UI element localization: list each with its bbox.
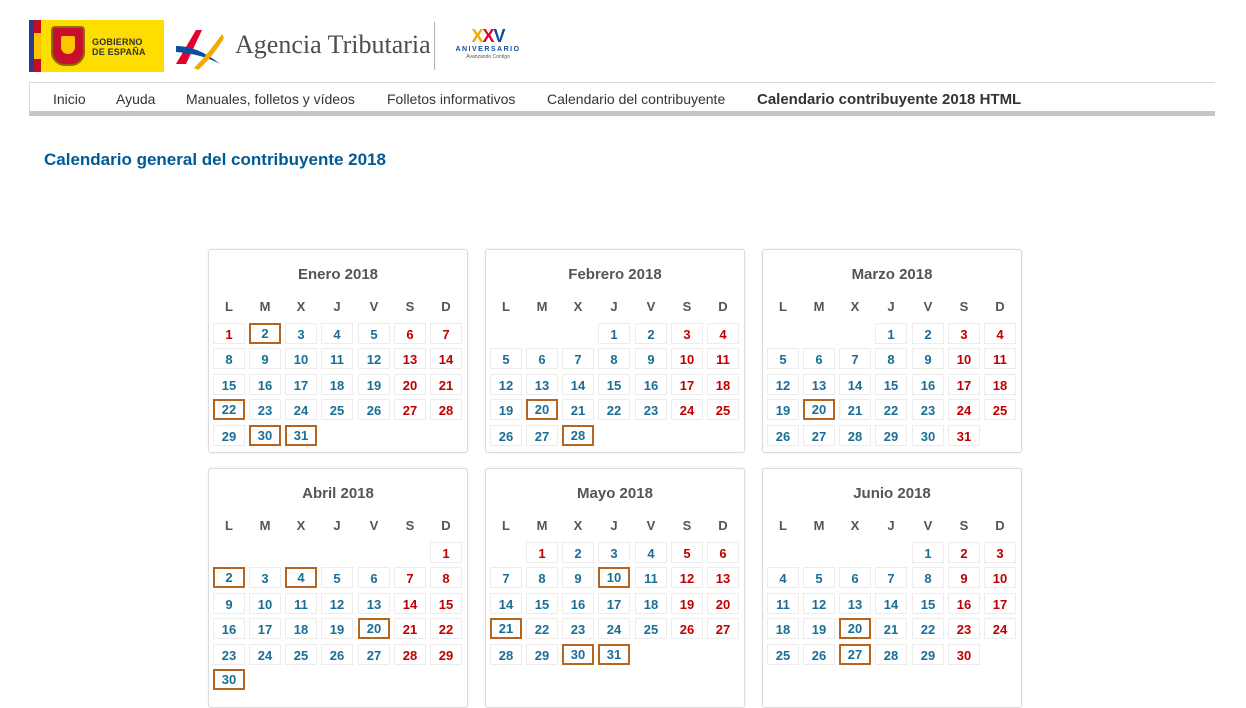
weekday-header: M bbox=[259, 518, 271, 533]
calendar-day[interactable]: 17 bbox=[671, 374, 703, 395]
weekday-header: D bbox=[441, 518, 451, 533]
calendar-day[interactable]: 3 bbox=[948, 323, 980, 344]
gov-line2: DE ESPAÑA bbox=[92, 47, 146, 57]
calendar-day[interactable]: 30 bbox=[912, 425, 944, 446]
calendar-day[interactable]: 26 bbox=[358, 399, 390, 420]
calendar-day[interactable]: 3 bbox=[671, 323, 703, 344]
calendar-day[interactable]: 5 bbox=[671, 542, 703, 563]
month-title: Enero 2018 bbox=[297, 266, 379, 283]
calendar-day[interactable]: 26 bbox=[767, 425, 799, 446]
weekday-header: L bbox=[225, 299, 233, 314]
calendar-day[interactable]: 15 bbox=[875, 374, 907, 395]
weekday-header: S bbox=[959, 518, 969, 533]
calendar-day[interactable]: 12 bbox=[671, 567, 703, 588]
aniversario-label: ANIVERSARIO bbox=[455, 46, 521, 53]
calendar-day[interactable]: 12 bbox=[358, 348, 390, 369]
weekday-header: J bbox=[887, 518, 895, 533]
gobierno-de-espana-logo[interactable] bbox=[29, 20, 164, 72]
calendar-day[interactable]: 12 bbox=[490, 374, 522, 395]
calendar-day[interactable]: 1 bbox=[598, 323, 630, 344]
weekday-header: V bbox=[923, 299, 933, 314]
weekday-header: L bbox=[502, 299, 510, 314]
calendar-day[interactable]: 14 bbox=[394, 593, 426, 614]
calendar-day[interactable]: 31 bbox=[948, 425, 980, 446]
breadcrumb bbox=[29, 82, 1215, 116]
header-divider bbox=[434, 22, 435, 70]
month-title: Junio 2018 bbox=[853, 485, 931, 502]
breadcrumb-ayuda[interactable]: Ayuda bbox=[116, 91, 156, 107]
weekday-header: D bbox=[995, 518, 1005, 533]
calendar-day[interactable]: 21 bbox=[875, 618, 907, 639]
calendar-day[interactable]: 19 bbox=[671, 593, 703, 614]
calendar-day[interactable]: 6 bbox=[358, 567, 390, 588]
calendar-day[interactable]: 26 bbox=[490, 425, 522, 446]
calendar-day[interactable]: 1 bbox=[430, 542, 462, 563]
calendar-day[interactable]: 3 bbox=[249, 567, 281, 588]
calendar-day[interactable]: 19 bbox=[358, 374, 390, 395]
weekday-header: V bbox=[369, 299, 379, 314]
gov-logo-text bbox=[92, 37, 146, 57]
weekday-header: X bbox=[850, 299, 860, 314]
weekday-header: D bbox=[995, 299, 1005, 314]
weekday-header: L bbox=[779, 518, 787, 533]
calendar-day[interactable]: 9 bbox=[948, 567, 980, 588]
weekday-header: D bbox=[718, 299, 728, 314]
breadcrumb-folletos[interactable]: Folletos informativos bbox=[387, 91, 516, 107]
calendar-day[interactable]: 8 bbox=[912, 567, 944, 588]
xxv-aniversario-logo[interactable] bbox=[447, 26, 529, 68]
calendar-day-deadline[interactable]: 31 bbox=[598, 644, 630, 665]
calendar-day[interactable]: 25 bbox=[707, 399, 739, 420]
month-calendar bbox=[208, 249, 468, 453]
calendar-day-deadline[interactable]: 31 bbox=[285, 425, 317, 446]
calendar-day[interactable]: 18 bbox=[285, 618, 317, 639]
xxv-mark-x1: X bbox=[471, 26, 483, 46]
calendar-day[interactable]: 7 bbox=[394, 567, 426, 588]
calendar-day[interactable]: 22 bbox=[598, 399, 630, 420]
calendar-day[interactable]: 13 bbox=[358, 593, 390, 614]
calendar-day[interactable]: 27 bbox=[526, 425, 558, 446]
calendar-day[interactable]: 17 bbox=[948, 374, 980, 395]
weekday-header: M bbox=[813, 299, 825, 314]
gov-line1: GOBIERNO bbox=[92, 37, 143, 47]
calendar-day[interactable]: 17 bbox=[285, 374, 317, 395]
calendar-day[interactable]: 16 bbox=[249, 374, 281, 395]
agencia-tributaria-logo-icon[interactable] bbox=[172, 24, 224, 70]
calendar-day[interactable]: 24 bbox=[984, 618, 1016, 639]
calendar-day[interactable]: 12 bbox=[321, 593, 353, 614]
calendar-day-deadline[interactable]: 2 bbox=[249, 323, 281, 344]
calendar-day[interactable]: 13 bbox=[803, 374, 835, 395]
calendar-day[interactable]: 27 bbox=[707, 618, 739, 639]
calendar-day[interactable]: 25 bbox=[984, 399, 1016, 420]
calendar-day[interactable]: 2 bbox=[635, 323, 667, 344]
calendar-day-deadline[interactable]: 30 bbox=[562, 644, 594, 665]
calendar-day[interactable]: 23 bbox=[213, 644, 245, 665]
calendar-day[interactable]: 15 bbox=[598, 374, 630, 395]
calendar-day[interactable]: 6 bbox=[394, 323, 426, 344]
calendar-day[interactable]: 26 bbox=[321, 644, 353, 665]
calendar-day[interactable]: 16 bbox=[635, 374, 667, 395]
xxv-mark-icon bbox=[447, 26, 529, 46]
calendar-day[interactable]: 14 bbox=[875, 593, 907, 614]
calendar-day[interactable]: 28 bbox=[875, 644, 907, 665]
calendar-day[interactable]: 1 bbox=[875, 323, 907, 344]
weekday-header: V bbox=[369, 518, 379, 533]
calendar-day[interactable]: 24 bbox=[285, 399, 317, 420]
calendar-day[interactable]: 29 bbox=[213, 425, 245, 446]
calendar-day[interactable]: 4 bbox=[984, 323, 1016, 344]
calendar-day[interactable]: 6 bbox=[803, 348, 835, 369]
calendar-day[interactable]: 9 bbox=[635, 348, 667, 369]
weekday-header: L bbox=[502, 518, 510, 533]
calendar-day[interactable]: 17 bbox=[249, 618, 281, 639]
calendar-day[interactable]: 15 bbox=[912, 593, 944, 614]
weekday-header: S bbox=[682, 518, 692, 533]
calendar-day[interactable]: 5 bbox=[358, 323, 390, 344]
calendar-day[interactable]: 15 bbox=[430, 593, 462, 614]
agency-name[interactable]: Agencia Tributaria bbox=[235, 30, 431, 59]
calendar-day[interactable]: 7 bbox=[490, 567, 522, 588]
weekday-header: S bbox=[405, 518, 415, 533]
calendar-day[interactable]: 1 bbox=[526, 542, 558, 563]
calendar-day[interactable]: 26 bbox=[671, 618, 703, 639]
calendar-day[interactable]: 3 bbox=[598, 542, 630, 563]
weekday-header: J bbox=[610, 518, 618, 533]
calendar-day-deadline[interactable]: 30 bbox=[213, 669, 245, 690]
weekday-header: S bbox=[682, 299, 692, 314]
month-calendar bbox=[485, 468, 745, 708]
breadcrumb-calendario[interactable]: Calendario del contribuyente bbox=[547, 91, 726, 107]
calendar-day[interactable]: 16 bbox=[562, 593, 594, 614]
calendar-day-deadline[interactable]: 20 bbox=[526, 399, 558, 420]
calendar-day[interactable]: 24 bbox=[671, 399, 703, 420]
calendar-day[interactable]: 18 bbox=[635, 593, 667, 614]
calendar-day[interactable]: 27 bbox=[358, 644, 390, 665]
month-calendar bbox=[208, 468, 468, 708]
month-calendar bbox=[762, 249, 1022, 453]
calendar-day[interactable]: 10 bbox=[671, 348, 703, 369]
calendar-day[interactable]: 9 bbox=[249, 348, 281, 369]
calendar-day-deadline[interactable]: 21 bbox=[490, 618, 522, 639]
weekday-header: M bbox=[259, 299, 271, 314]
calendar-day[interactable]: 22 bbox=[912, 618, 944, 639]
calendar-day[interactable]: 11 bbox=[285, 593, 317, 614]
calendar-day-deadline[interactable]: 28 bbox=[562, 425, 594, 446]
calendar-day[interactable]: 16 bbox=[912, 374, 944, 395]
weekday-header: S bbox=[959, 299, 969, 314]
weekday-header: D bbox=[441, 299, 451, 314]
calendar-day[interactable]: 5 bbox=[321, 567, 353, 588]
month-title: Marzo 2018 bbox=[851, 266, 933, 283]
calendar-day[interactable]: 12 bbox=[767, 374, 799, 395]
calendar-day[interactable]: 14 bbox=[490, 593, 522, 614]
weekday-header: M bbox=[536, 299, 548, 314]
calendar-day[interactable]: 4 bbox=[635, 542, 667, 563]
calendar-day[interactable]: 10 bbox=[249, 593, 281, 614]
calendar-day[interactable]: 18 bbox=[321, 374, 353, 395]
calendar-day[interactable]: 5 bbox=[803, 567, 835, 588]
calendar-day[interactable]: 20 bbox=[394, 374, 426, 395]
page-title: Calendario general del contribuyente 2018 bbox=[44, 150, 387, 169]
month-title: Febrero 2018 bbox=[568, 266, 662, 283]
calendar-day[interactable]: 14 bbox=[562, 374, 594, 395]
calendar-day[interactable]: 28 bbox=[490, 644, 522, 665]
calendar-day[interactable]: 4 bbox=[767, 567, 799, 588]
calendar-day[interactable]: 15 bbox=[526, 593, 558, 614]
calendar-day[interactable]: 25 bbox=[285, 644, 317, 665]
calendar-day[interactable]: 18 bbox=[707, 374, 739, 395]
calendar-day[interactable]: 10 bbox=[285, 348, 317, 369]
calendar-day[interactable]: 7 bbox=[875, 567, 907, 588]
weekday-header: J bbox=[333, 299, 341, 314]
weekday-header: L bbox=[779, 299, 787, 314]
calendar-day[interactable]: 14 bbox=[839, 374, 871, 395]
calendar-day[interactable]: 16 bbox=[948, 593, 980, 614]
calendar-day[interactable]: 22 bbox=[526, 618, 558, 639]
calendar-day[interactable]: 23 bbox=[948, 618, 980, 639]
calendar-day[interactable]: 30 bbox=[948, 644, 980, 665]
calendar-day[interactable]: 6 bbox=[526, 348, 558, 369]
calendar-day[interactable]: 25 bbox=[767, 644, 799, 665]
calendar-day-deadline[interactable]: 27 bbox=[839, 644, 871, 665]
weekday-header: J bbox=[610, 299, 618, 314]
calendar-day[interactable]: 27 bbox=[394, 399, 426, 420]
calendar-day[interactable]: 8 bbox=[213, 348, 245, 369]
calendar-day[interactable]: 29 bbox=[912, 644, 944, 665]
weekday-header: J bbox=[887, 299, 895, 314]
calendar-day[interactable]: 20 bbox=[707, 593, 739, 614]
calendar-day[interactable]: 24 bbox=[948, 399, 980, 420]
weekday-header: V bbox=[923, 518, 933, 533]
calendar-day[interactable]: 17 bbox=[984, 593, 1016, 614]
calendar-day[interactable]: 5 bbox=[490, 348, 522, 369]
calendar-day[interactable]: 29 bbox=[875, 425, 907, 446]
breadcrumb-current: Calendario contribuyente 2018 HTML bbox=[757, 91, 1022, 108]
calendar-day[interactable]: 24 bbox=[598, 618, 630, 639]
calendar-day[interactable]: 15 bbox=[213, 374, 245, 395]
calendar-day[interactable]: 21 bbox=[394, 618, 426, 639]
weekday-header: V bbox=[646, 518, 656, 533]
calendar-day[interactable]: 4 bbox=[707, 323, 739, 344]
month-calendar bbox=[762, 468, 1022, 708]
calendar-day[interactable]: 22 bbox=[430, 618, 462, 639]
calendar-day[interactable]: 13 bbox=[394, 348, 426, 369]
weekday-header: X bbox=[850, 518, 860, 533]
calendar-day[interactable]: 16 bbox=[213, 618, 245, 639]
calendar-day[interactable]: 7 bbox=[430, 323, 462, 344]
coat-of-arms-icon bbox=[51, 26, 85, 66]
calendar-day[interactable]: 18 bbox=[767, 618, 799, 639]
calendar-day[interactable]: 11 bbox=[767, 593, 799, 614]
calendar-day[interactable]: 24 bbox=[249, 644, 281, 665]
calendar-day[interactable]: 13 bbox=[839, 593, 871, 614]
site-header bbox=[29, 20, 629, 74]
calendar-day[interactable]: 23 bbox=[912, 399, 944, 420]
calendar-day[interactable]: 21 bbox=[839, 399, 871, 420]
calendar-day[interactable]: 14 bbox=[430, 348, 462, 369]
calendar-day[interactable]: 1 bbox=[213, 323, 245, 344]
calendar-day[interactable]: 13 bbox=[707, 567, 739, 588]
weekday-header: D bbox=[718, 518, 728, 533]
breadcrumb-inicio[interactable]: Inicio bbox=[53, 91, 86, 107]
calendar-day[interactable]: 2 bbox=[912, 323, 944, 344]
xxv-mark-v: V bbox=[493, 26, 505, 46]
calendar-day[interactable]: 8 bbox=[430, 567, 462, 588]
calendar-day[interactable]: 23 bbox=[249, 399, 281, 420]
calendar-day[interactable]: 9 bbox=[912, 348, 944, 369]
weekday-header: J bbox=[333, 518, 341, 533]
calendar-day[interactable]: 6 bbox=[707, 542, 739, 563]
calendar-day[interactable]: 25 bbox=[635, 618, 667, 639]
weekday-header: V bbox=[646, 299, 656, 314]
month-title: Mayo 2018 bbox=[577, 485, 653, 502]
calendar-day[interactable]: 26 bbox=[803, 644, 835, 665]
calendar-day[interactable]: 19 bbox=[767, 399, 799, 420]
calendar-day[interactable]: 3 bbox=[285, 323, 317, 344]
calendar-day[interactable]: 1 bbox=[912, 542, 944, 563]
month-title: Abril 2018 bbox=[302, 485, 374, 502]
calendar-day[interactable]: 9 bbox=[213, 593, 245, 614]
weekday-header: X bbox=[296, 299, 306, 314]
calendar-day[interactable]: 28 bbox=[394, 644, 426, 665]
weekday-header: X bbox=[573, 518, 583, 533]
calendar-day-deadline[interactable]: 22 bbox=[213, 399, 245, 420]
calendar-day[interactable]: 12 bbox=[803, 593, 835, 614]
calendar-day[interactable]: 21 bbox=[430, 374, 462, 395]
calendar-day[interactable]: 11 bbox=[984, 348, 1016, 369]
calendar-day[interactable]: 22 bbox=[875, 399, 907, 420]
calendar-day-deadline[interactable]: 20 bbox=[803, 399, 835, 420]
calendar-day[interactable]: 2 bbox=[948, 542, 980, 563]
calendar-day[interactable]: 8 bbox=[598, 348, 630, 369]
calendar-day[interactable]: 27 bbox=[803, 425, 835, 446]
calendar-day[interactable]: 8 bbox=[526, 567, 558, 588]
calendar-day[interactable]: 6 bbox=[839, 567, 871, 588]
calendar-day[interactable]: 3 bbox=[984, 542, 1016, 563]
calendar-day[interactable]: 7 bbox=[839, 348, 871, 369]
weekday-header: M bbox=[813, 518, 825, 533]
calendar-day[interactable]: 29 bbox=[430, 644, 462, 665]
xxv-mark-x2: X bbox=[482, 26, 494, 46]
calendar-day[interactable]: 4 bbox=[321, 323, 353, 344]
calendar-day[interactable]: 7 bbox=[562, 348, 594, 369]
calendar-day[interactable]: 21 bbox=[562, 399, 594, 420]
calendar-day[interactable]: 8 bbox=[875, 348, 907, 369]
breadcrumb-manuales[interactable]: Manuales, folletos y vídeos bbox=[186, 91, 355, 107]
calendar-day[interactable]: 5 bbox=[767, 348, 799, 369]
calendar-day[interactable]: 23 bbox=[635, 399, 667, 420]
calendar-day[interactable]: 17 bbox=[598, 593, 630, 614]
calendar-day[interactable]: 28 bbox=[430, 399, 462, 420]
weekday-header: S bbox=[405, 299, 415, 314]
calendar-day[interactable]: 19 bbox=[803, 618, 835, 639]
calendar-day[interactable]: 25 bbox=[321, 399, 353, 420]
calendar-day[interactable]: 19 bbox=[321, 618, 353, 639]
weekday-header: M bbox=[536, 518, 548, 533]
calendar-day[interactable]: 10 bbox=[984, 567, 1016, 588]
calendar-day[interactable]: 11 bbox=[321, 348, 353, 369]
calendar-day-deadline[interactable]: 20 bbox=[839, 618, 871, 639]
calendar-day[interactable]: 13 bbox=[526, 374, 558, 395]
calendar-day[interactable]: 29 bbox=[526, 644, 558, 665]
eu-flag-icon bbox=[29, 20, 34, 72]
calendar-day[interactable]: 10 bbox=[948, 348, 980, 369]
calendar-day-deadline[interactable]: 2 bbox=[213, 567, 245, 588]
calendar-day[interactable]: 2 bbox=[562, 542, 594, 563]
calendar-day[interactable]: 23 bbox=[562, 618, 594, 639]
calendar-day[interactable]: 11 bbox=[707, 348, 739, 369]
calendar-day-deadline[interactable]: 10 bbox=[598, 567, 630, 588]
calendar-day[interactable]: 11 bbox=[635, 567, 667, 588]
month-calendar bbox=[485, 249, 745, 453]
calendar-day[interactable]: 18 bbox=[984, 374, 1016, 395]
calendar-day-deadline[interactable]: 20 bbox=[358, 618, 390, 639]
calendar-day[interactable]: 19 bbox=[490, 399, 522, 420]
weekday-header: X bbox=[573, 299, 583, 314]
weekday-header: X bbox=[296, 518, 306, 533]
calendar-day[interactable]: 28 bbox=[839, 425, 871, 446]
aniversario-subtitle: Avanzando Contigo bbox=[466, 54, 510, 60]
calendar-day-deadline[interactable]: 4 bbox=[285, 567, 317, 588]
weekday-header: L bbox=[225, 518, 233, 533]
calendar-day[interactable]: 9 bbox=[562, 567, 594, 588]
calendar-day-deadline[interactable]: 30 bbox=[249, 425, 281, 446]
